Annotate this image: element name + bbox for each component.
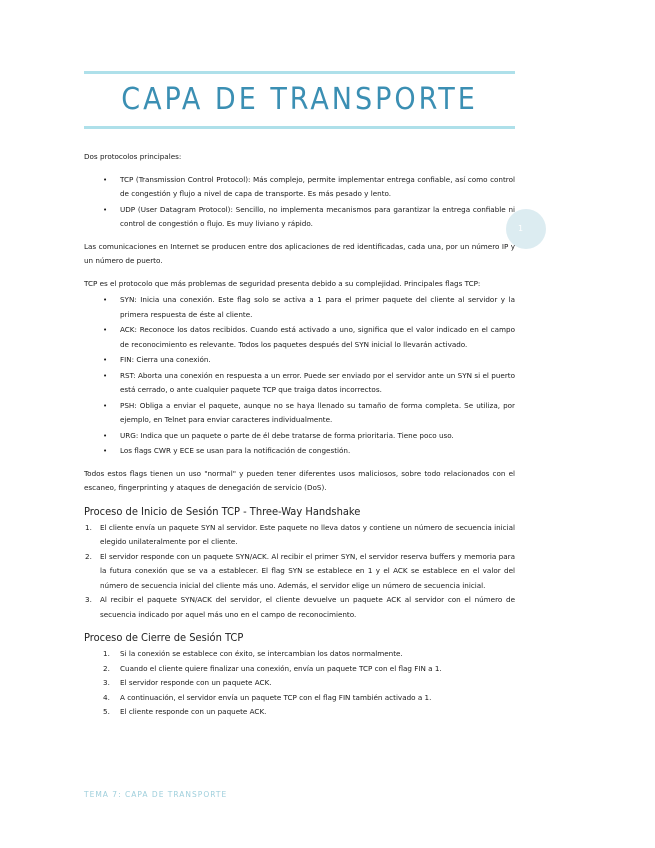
handshake-steps [84,521,515,623]
protocols-list [84,173,515,232]
list-item: 4. A continuación, el servidor envía un paquete TCP con el flag FIN también activado a 1. [103,692,432,702]
bullet-icon: • [103,175,108,184]
bullet-icon: • [103,326,108,334]
flags-list [84,293,515,459]
list-item: • RST: Aborta una conexión en respuesta a un error. Puede ser enviado por el servidor ante un SYN si el puerto está cerrado, o ante cualquier paquete TCP que traiga datos incorrectos. [103,370,515,394]
list-item: 1. El cliente envía un paquete SYN al servidor. Este paquete no lleva datos y contiene un número de secuencia inicial elegido unilateralmente por el cliente. [85,522,515,546]
list-item: • Los flags CWR y ECE se usan para la notificación de congestión. [84,444,515,459]
bullet-icon: • [103,431,108,440]
list-item: • SYN: Inicia una conexión. Este flag solo se activa a 1 para el primer paquete del cliente al servidor y la primera respuesta de éste al cliente. [103,295,515,319]
list-item: 2. El servidor responde con un paquete SYN/ACK. Al recibir el primer SYN, el servidor reserva buffers y memoria para la futura conexión que se va a establecer. El flag SYN se establece en 1 y el ACK se establece en el valor del número de secuencia inicial del cliente más uno. Además, el servidor elige un número de secuencia inicial. [85,551,515,590]
flags-use-paragraph: Todos estos flags tienen un uso "normal" y pueden tener diferentes usos maliciosos, sobre todo relacionados con el escaneo, fingerprinting y ataques de denegación de servicio (DoS). [84,468,515,492]
page-footer: TEMA 7: CAPA DE TRANSPORTE [84,790,228,799]
list-item: 3. Al recibir el paquete SYN/ACK del servidor, el cliente devuelve un paquete ACK al servidor con el número de secuencia indicado por aquel más uno en el campo de reconocimiento. [85,595,515,619]
document-body [84,150,515,728]
list-item: • URG: Indica que un paquete o parte de él debe tratarse de forma prioritaria. Tiene poco uso. [84,429,515,444]
comms-paragraph: Las comunicaciones en Internet se producen entre dos aplicaciones de red identificadas, cada una, por un número IP y un número de puerto. [84,241,515,265]
list-item: • FIN: Cierra una conexión. [84,353,515,368]
list-item: • TCP (Transmission Control Protocol): Más complejo, permite implementar entrega confiable, así como control de congestión y flujo a nivel de capa de transporte. Es más pesado y lento. [103,174,515,198]
list-item: 5. El cliente responde con un paquete ACK. [103,707,267,716]
list-item: 1. Si la conexión se establece con éxito, se intercambian los datos normalmente. [103,649,403,658]
page-number-badge: 1 [506,209,546,249]
list-item: 3. El servidor responde con un paquete ACK. [103,678,272,687]
list-item: • PSH: Obliga a enviar el paquete, aunque no se haya llenado su tamaño de forma completa. Se utiliza, por ejemplo, en Telnet para enviar caracteres individualmente. [103,400,515,424]
closing-steps [84,647,515,720]
list-item: • ACK: Reconoce los datos recibidos. Cuando está activado a uno, significa que el valor indicado en el campo de reconocimiento es relevante. Todos los paquetes después del SYN inicial lo llevarán activado. [103,325,515,349]
bullet-icon: • [103,356,108,364]
title-bottom-rule [84,126,515,129]
closing-heading: Proceso de Cierre de Sesión TCP [84,631,244,644]
bullet-icon: • [103,205,108,214]
protocols-lead: Dos protocolos principales: [84,152,182,161]
bullet-icon: • [103,371,108,380]
bullet-icon: • [103,296,108,304]
handshake-heading: Proceso de Inicio de Sesión TCP - Three-Way Handshake [84,504,361,518]
list-item: 2. Cuando el cliente quiere finalizar una conexión, envía un paquete TCP con el flag FIN a 1. [103,663,442,673]
bullet-icon: • [103,401,108,410]
bullet-icon: • [103,447,108,455]
list-item: • UDP (User Datagram Protocol): Sencillo, no implementa mecanismos para garantizar la entrega confiable ni control de congestión o flujo. Es muy liviano y rápido. [103,204,515,228]
title-top-rule [84,71,515,74]
page-title: CAPA DE TRANSPORTE [121,82,478,117]
flags-lead: TCP es el protocolo que más problemas de seguridad presenta debido a su complejidad. Principales flags TCP: [84,278,481,288]
